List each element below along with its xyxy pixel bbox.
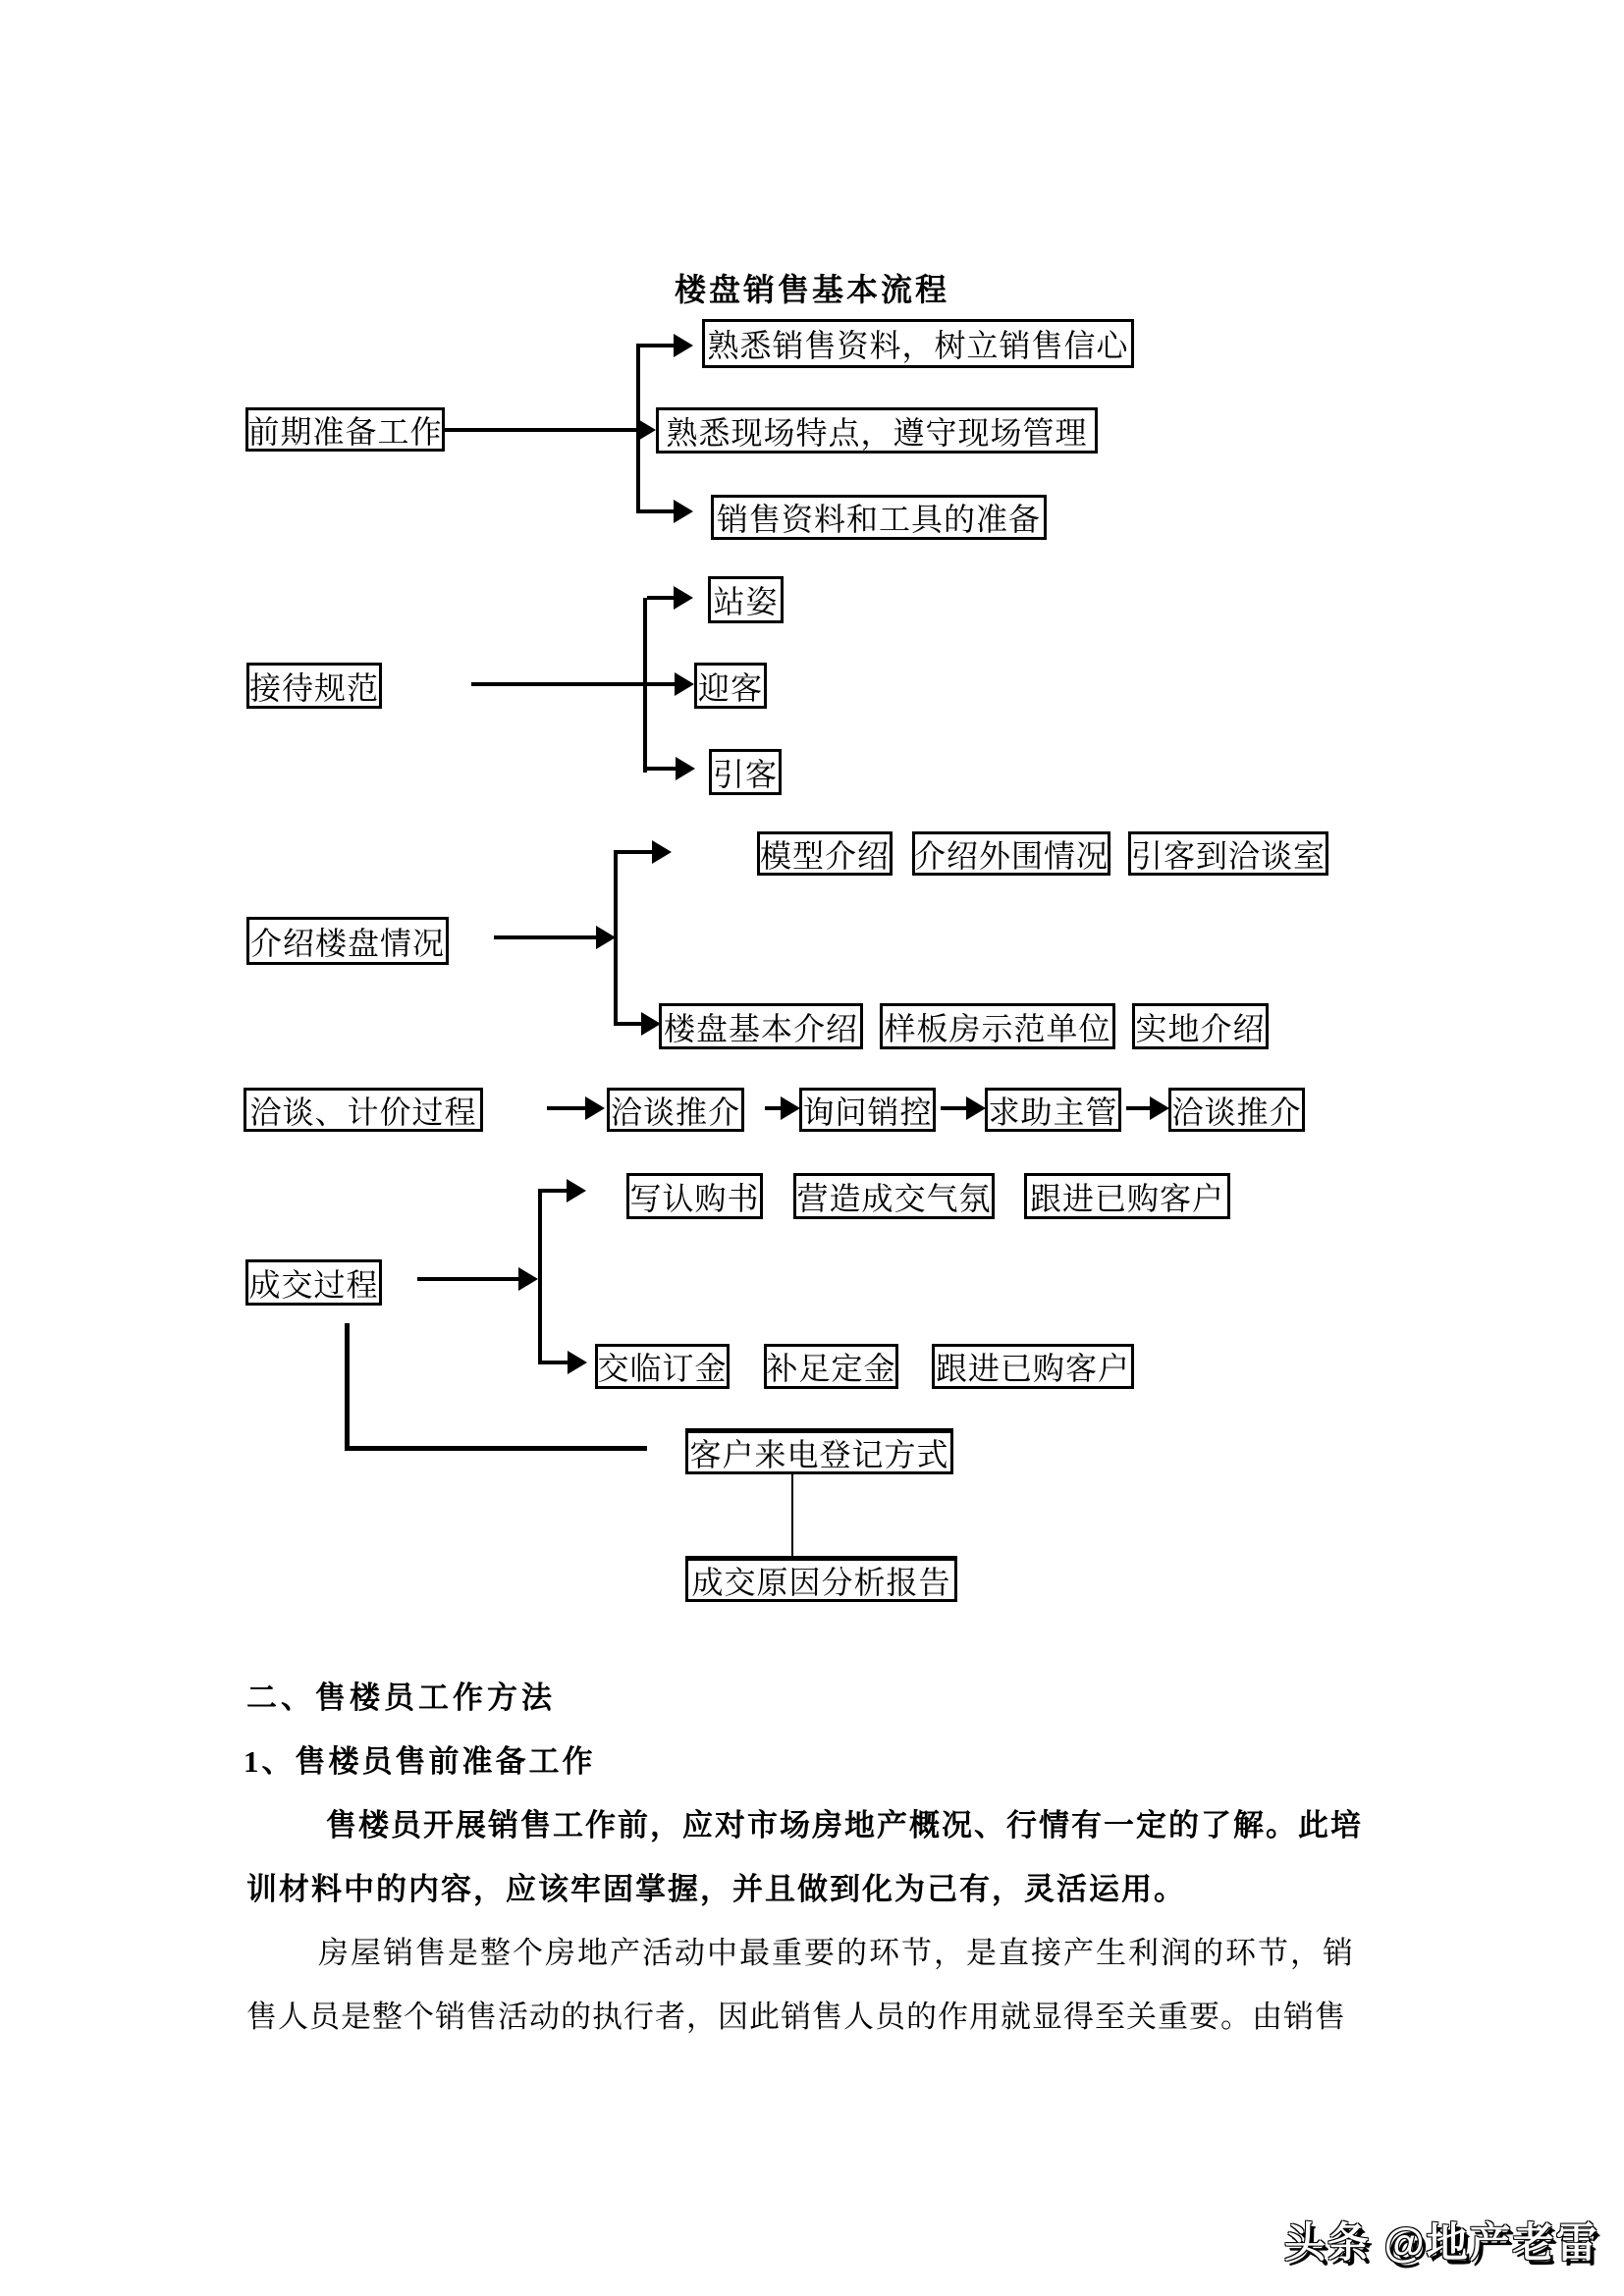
flow-box-prep-child2: 熟悉现场特点，遵守现场管理 bbox=[656, 407, 1098, 454]
connector-line bbox=[1126, 1106, 1151, 1110]
flow-box-prep-child1: 熟悉销售资料，树立销售信心 bbox=[702, 319, 1134, 368]
connector-line bbox=[614, 850, 618, 1026]
arrow-right-icon bbox=[676, 757, 695, 780]
flow-box-deal-r2b: 补足定金 bbox=[764, 1344, 898, 1389]
connector-line bbox=[494, 935, 596, 939]
arrow-right-icon bbox=[674, 334, 693, 357]
arrow-right-icon bbox=[674, 586, 693, 610]
flow-box-intro-r2c: 实地介绍 bbox=[1132, 1003, 1269, 1049]
arrow-right-icon bbox=[781, 1096, 800, 1120]
flow-box-deal: 成交过程 bbox=[245, 1259, 382, 1306]
flow-box-negotiation-step3: 求助主管 bbox=[985, 1088, 1121, 1132]
connector-line bbox=[765, 1106, 782, 1110]
connector-line bbox=[547, 1106, 585, 1110]
flow-box-phone: 客户来电登记方式 bbox=[685, 1428, 953, 1474]
flow-box-reception: 接待规范 bbox=[246, 663, 382, 709]
connector-line bbox=[647, 767, 676, 771]
body-text-line: 售人员是整个销售活动的执行者，因此销售人员的作用就显得至关重要。由销售 bbox=[246, 2000, 1346, 2034]
body-text-line: 训材料中的内容，应该牢固掌握，并且做到化为己有，灵活运用。 bbox=[246, 1872, 1186, 1906]
arrow-right-icon bbox=[966, 1096, 986, 1120]
flow-box-intro-r2a: 楼盘基本介绍 bbox=[659, 1003, 863, 1049]
connector-line bbox=[647, 596, 674, 600]
connector-line bbox=[636, 344, 640, 513]
arrow-right-icon bbox=[567, 1179, 586, 1202]
arrow-right-icon bbox=[652, 840, 672, 864]
flow-box-deal-r1c: 跟进已购客户 bbox=[1024, 1173, 1230, 1219]
connector-line bbox=[640, 344, 674, 347]
flow-box-prep: 前期准备工作 bbox=[245, 407, 445, 452]
arrow-right-icon bbox=[641, 1012, 661, 1036]
flow-box-intro-r1a: 模型介绍 bbox=[757, 831, 893, 876]
body-text-line: 售楼员开展销售工作前，应对市场房地产概况、行情有一定的了解。此培 bbox=[326, 1808, 1363, 1842]
connector-line bbox=[345, 1446, 647, 1451]
flow-box-intro-r1c: 引客到洽谈室 bbox=[1128, 831, 1328, 876]
connector-line bbox=[445, 428, 636, 432]
arrow-right-icon bbox=[596, 926, 616, 949]
watermark: 头条 @地产老雷 bbox=[1284, 2219, 1599, 2266]
flow-box-negotiation-step2: 询问销控 bbox=[799, 1088, 936, 1132]
flow-box-reception-child3: 引客 bbox=[709, 749, 782, 795]
connector-line bbox=[791, 1474, 793, 1556]
connector-line bbox=[643, 598, 647, 773]
connector-line bbox=[538, 1189, 567, 1193]
connector-line bbox=[538, 1189, 542, 1364]
flow-box-negotiation: 洽谈、计价过程 bbox=[244, 1088, 483, 1132]
flow-box-report: 成交原因分析报告 bbox=[685, 1556, 957, 1602]
flow-box-deal-r1b: 营造成交气氛 bbox=[793, 1173, 995, 1219]
flow-box-intro-r2b: 样板房示范单位 bbox=[880, 1003, 1115, 1049]
flow-box-reception-child1: 站姿 bbox=[708, 576, 784, 623]
connector-line bbox=[640, 509, 674, 513]
flow-box-deal-r2a: 交临订金 bbox=[595, 1344, 730, 1389]
subsection-heading: 1、售楼员售前准备工作 bbox=[244, 1744, 596, 1779]
connector-line bbox=[538, 1361, 568, 1364]
body-text-line: 房屋销售是整个房地产活动中最重要的环节，是直接产生利润的环节，销 bbox=[318, 1936, 1355, 1970]
connector-line bbox=[417, 1277, 518, 1281]
connector-line bbox=[345, 1323, 350, 1451]
flow-box-reception-child2: 迎客 bbox=[694, 663, 767, 709]
flow-box-negotiation-step4: 洽谈推介 bbox=[1168, 1088, 1305, 1132]
flow-box-deal-r1a: 写认购书 bbox=[626, 1173, 763, 1219]
connector-line bbox=[618, 1022, 641, 1026]
arrow-right-icon bbox=[585, 1096, 605, 1120]
arrow-right-icon bbox=[1150, 1096, 1169, 1120]
flowchart-title: 楼盘销售基本流程 bbox=[674, 272, 949, 307]
arrow-right-icon bbox=[518, 1267, 538, 1291]
flow-box-intro: 介绍楼盘情况 bbox=[246, 917, 449, 965]
arrow-right-icon bbox=[674, 500, 693, 523]
flow-box-negotiation-step1: 洽谈推介 bbox=[607, 1088, 744, 1132]
flow-box-prep-child3: 销售资料和工具的准备 bbox=[711, 495, 1047, 540]
section-heading: 二、售楼员工作方法 bbox=[246, 1681, 556, 1715]
flow-box-deal-r2c: 跟进已购客户 bbox=[932, 1344, 1134, 1389]
connector-line bbox=[941, 1106, 967, 1110]
connector-line bbox=[618, 850, 652, 854]
flow-box-intro-r1b: 介绍外围情况 bbox=[912, 831, 1110, 876]
arrow-right-icon bbox=[568, 1351, 587, 1374]
arrow-right-icon bbox=[675, 672, 694, 696]
